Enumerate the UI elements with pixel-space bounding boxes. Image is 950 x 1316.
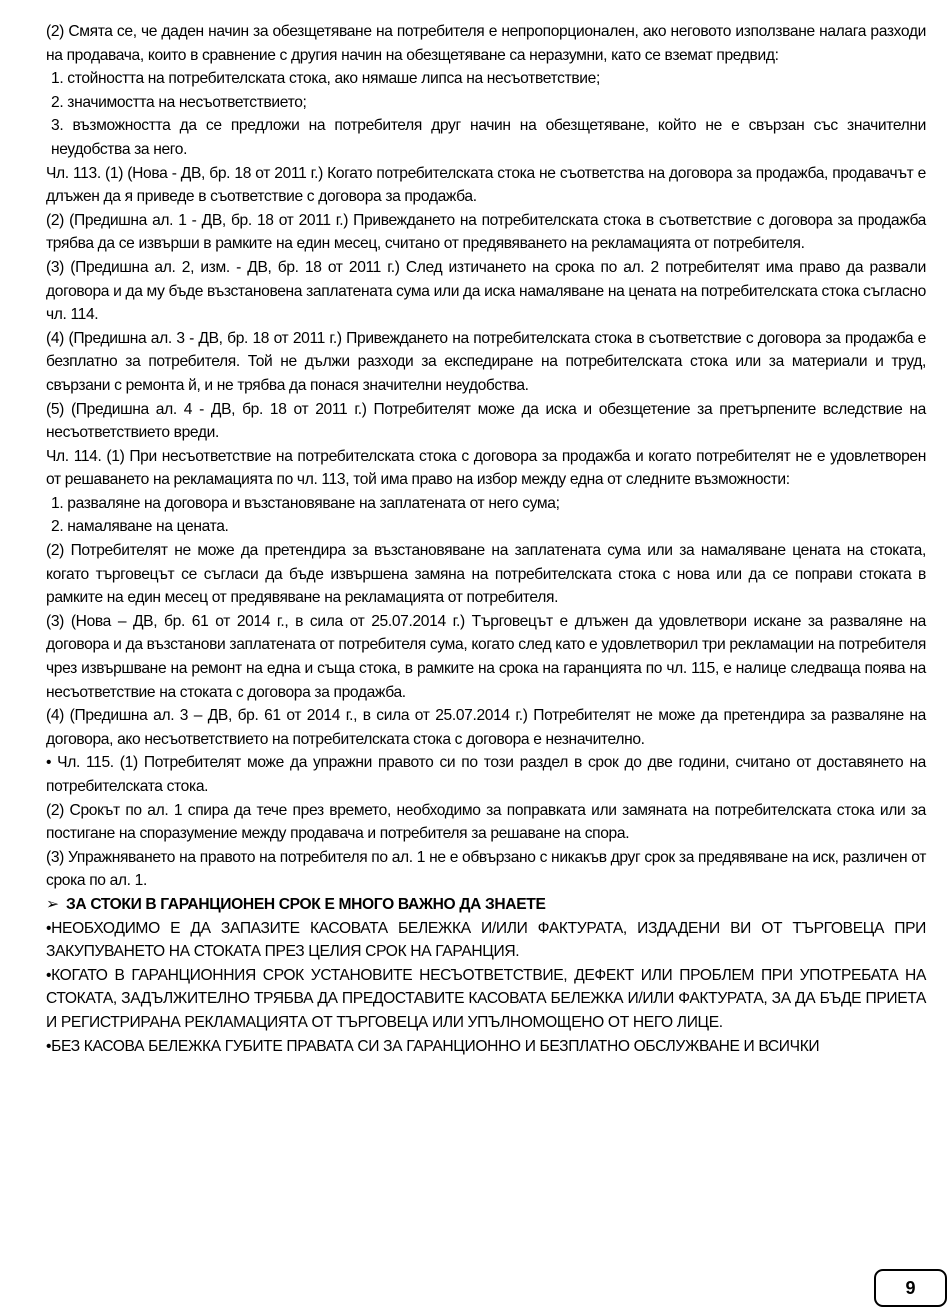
section-heading-text: ЗА СТОКИ В ГАРАНЦИОНЕН СРОК Е МНОГО ВАЖНО ДА ЗНАЕТЕ <box>66 895 546 913</box>
document-body <box>46 20 926 1058</box>
paragraph: (2) Потребителят не може да претендира за възстановяване на заплатената сума или за намаляване цената на стоката, когато търговецът се съгласи да бъде извършена замяна на потребителската стока с нова или да се поправи стоката в рамките на един месец от предявяване на рекламацията от потребителя. <box>46 542 926 607</box>
page-number <box>874 1269 947 1307</box>
notice-item: •НЕОБХОДИМО Е ДА ЗАПАЗИТЕ КАСОВАТА БЕЛЕЖКА И/ИЛИ ФАКТУРАТА, ИЗДАДЕНИ ВИ ОТ ТЪРГОВЕЦА ПРИ ЗАКУПУВАНЕТО НА СТОКАТА ПРЕЗ ЦЕЛИЯ СРОК НА ГАРАНЦИЯ. <box>46 919 926 961</box>
paragraph: (4) (Предишна ал. 3 - ДВ, бр. 18 от 2011 г.) Привеждането на потребителската стока в съответствие с договора за продажба е безплатно за потребителя. Той не дължи разходи за експедиране на потребителската стока или за материали и труд, свързани с ремонта й, и не трябва да понася значителни неудобства. <box>46 329 926 394</box>
section-heading <box>46 893 926 917</box>
paragraph: Чл. 114. (1) При несъответствие на потребителската стока с договора за продажба и когато потребителят не е удовлетворен от решаването на рекламацията по чл. 113, той има право на избор между една от следните възможности: <box>46 447 926 489</box>
paragraph: (2) Срокът по ал. 1 спира да тече през времето, необходимо за поправката или замяната на потребителската стока или за постигане на споразумение между продавача и потребителя за решаване на спора. <box>46 801 926 843</box>
list-item: 2. намаляване на цената. <box>51 518 229 536</box>
notice-item: •БЕЗ КАСОВА БЕЛЕЖКА ГУБИТЕ ПРАВАТА СИ ЗА ГАРАНЦИОННО И БЕЗПЛАТНО ОБСЛУЖВАНЕ И ВСИЧКИ <box>46 1037 820 1055</box>
paragraph: (3) (Нова – ДВ, бр. 61 от 2014 г., в сила от 25.07.2014 г.) Търговецът е длъжен да удовлетвори искане за разваляне на договора и да възстанови заплатената от потребителя сума, когато след като е удовлетворил три рекламации на потребителя чрез извършване на ремонт на една и съща стока, в рамките на срока на гаранцията по чл. 115, е налице следваща поява на несъответствие на стоката с договора за продажба. <box>46 612 926 701</box>
page-number-text: 9 <box>905 1277 916 1298</box>
paragraph: (5) (Предишна ал. 4 - ДВ, бр. 18 от 2011 г.) Потребителят може да иска и обезщетение за претърпените вследствие на несъответствието вреди. <box>46 400 926 442</box>
paragraph: (3) (Предишна ал. 2, изм. - ДВ, бр. 18 от 2011 г.) След изтичането на срока по ал. 2 потребителят има право да развали договора и да му бъде възстановена заплатената сума или да иска намаляване на цената на потребителската стока съгласно чл. 114. <box>46 258 926 324</box>
paragraph: • Чл. 115. (1) Потребителят може да упражни правото си по този раздел в срок до две години, считано от доставянето на потребителската стока. <box>46 754 926 795</box>
notice-item: •КОГАТО В ГАРАНЦИОННИЯ СРОК УСТАНОВИТЕ НЕСЪОТВЕТСТВИЕ, ДЕФЕКТ ИЛИ ПРОБЛЕМ ПРИ УПОТРЕБАТА НА СТОКАТА, ЗАДЪЛЖИТЕЛНО ТРЯБВА ДА ПРЕДОСТАВИТЕ КАСОВАТА БЕЛЕЖКА И/ИЛИ ФАКТУРАТА, ЗА ДА БЪДЕ ПРИЕТА И РЕГИСТРИРАНА РЕКЛАМАЦИЯТА ОТ ТЪРГОВЕЦА ИЛИ УПЪЛНОМОЩЕНО ОТ НЕГО ЛИЦЕ. <box>46 966 926 1031</box>
paragraph: (4) (Предишна ал. 3 – ДВ, бр. 61 от 2014 г., в сила от 25.07.2014 г.) Потребителят не може да претендира за разваляне на договора, ако несъответствието на потребителската стока с договора е незначително. <box>46 707 926 748</box>
list-item: 3. възможността да се предложи на потребителя друг начин на обезщетяване, който не е свързан със значителни неудобства за него. <box>51 117 926 158</box>
paragraph: (2) Смята се, че даден начин за обезщетяване на потребителя е непропорционален, ако неговото използване налага разходи на продавача, които в сравнение с другия начин на обезщетяване са неразумни, като се вземат предвид: <box>46 23 926 64</box>
paragraph: (3) Упражняването на правото на потребителя по ал. 1 не е обвързано с никакъв друг срок за предявяване на иск, различен от срока по ал. 1. <box>46 848 926 890</box>
paragraph: (2) (Предишна ал. 1 - ДВ, бр. 18 от 2011 г.) Привеждането на потребителската стока в съответствие с договора за продажба трябва да се извърши в рамките на един месец, считано от предявяването на рекламацията от потребителя. <box>46 211 926 253</box>
arrow-bullet-icon: ➢ <box>46 895 59 913</box>
paragraph: Чл. 113. (1) (Нова - ДВ, бр. 18 от 2011 г.) Когато потребителската стока не съответства на договора за продажба, продавачът е длъжен да я приведе в съответствие с договора за продажба. <box>46 164 926 206</box>
list-item: 1. разваляне на договора и възстановяване на заплатената от него сума; <box>51 494 560 512</box>
list-item: 2. значимостта на несъответствието; <box>51 93 307 111</box>
list-item: 1. стойността на потребителската стока, ако нямаше липса на несъответствие; <box>51 70 600 88</box>
